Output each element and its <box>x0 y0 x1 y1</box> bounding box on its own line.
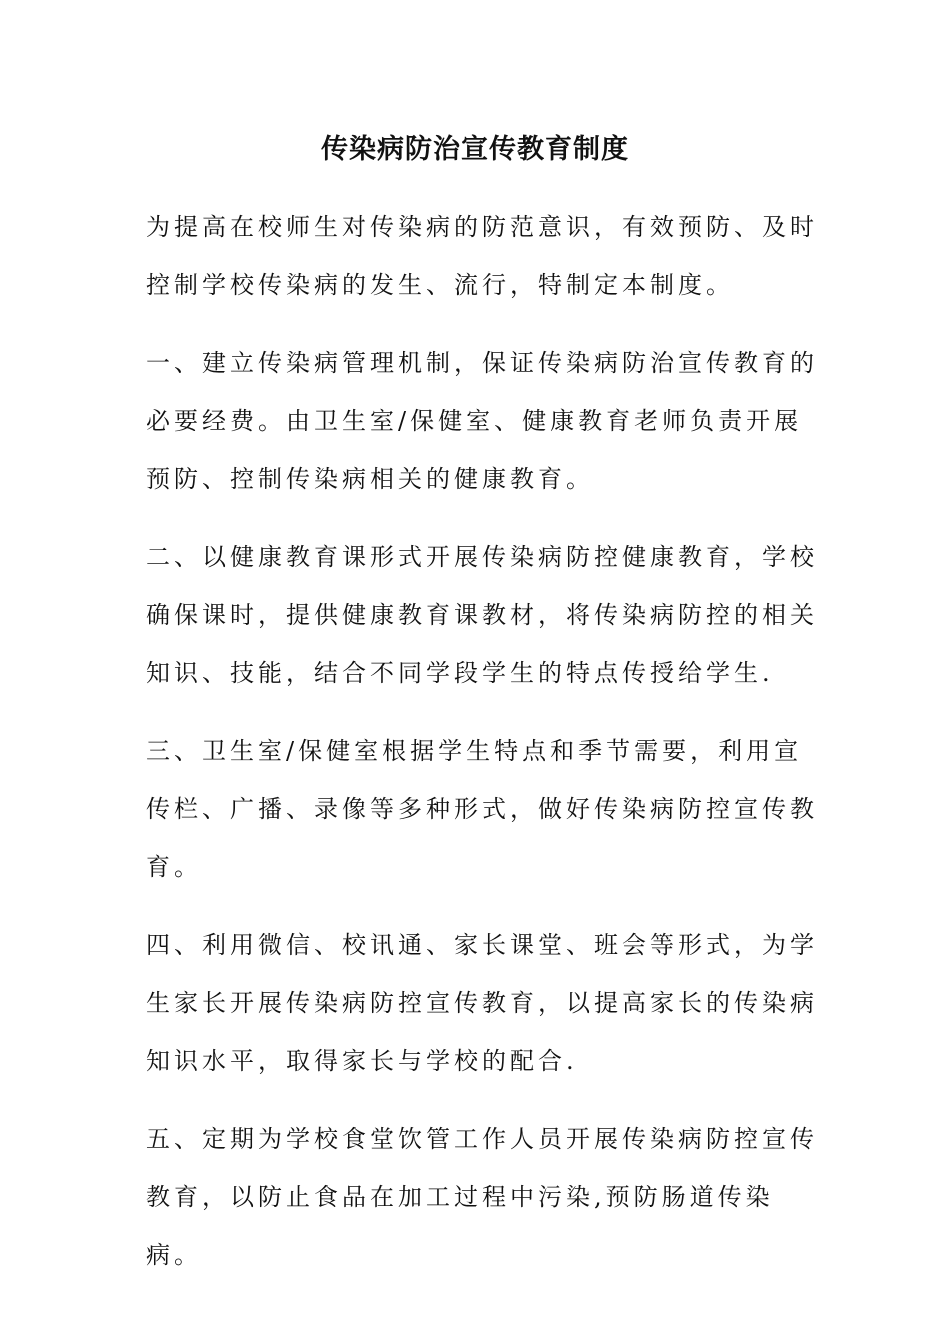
paragraph-2: 二、以健康教育课形式开展传染病防控健康教育，学校确保课时，提供健康教育课教材，将传染病防控的相关知识、技能，结合不同学段学生的特点传授给学生. <box>146 543 818 687</box>
paragraph-5: 五、定期为学校食堂饮管工作人员开展传染病防控宣传教育，以防止食品在加工过程中污染,预防肠道传染病。 <box>146 1125 818 1269</box>
paragraph-3: 三、卫生室/保健室根据学生特点和季节需要，利用宣传栏、广播、录像等多种形式，做好传染病防控宣传教育。 <box>146 737 818 881</box>
document-title: 传染病防治宣传教育制度 <box>321 134 629 165</box>
document-body <box>146 198 822 1304</box>
paragraph-1: 一、建立传染病管理机制，保证传染病防治宣传教育的必要经费。由卫生室/保健室、健康教育老师负责开展预防、控制传染病相关的健康教育。 <box>146 349 818 493</box>
paragraph-4: 四、利用微信、校讯通、家长课堂、班会等形式，为学生家长开展传染病防控宣传教育，以提高家长的传染病知识水平，取得家长与学校的配合. <box>146 931 818 1075</box>
paragraph-intro: 为提高在校师生对传染病的防范意识，有效预防、及时控制学校传染病的发生、流行，特制定本制度。 <box>146 213 818 299</box>
